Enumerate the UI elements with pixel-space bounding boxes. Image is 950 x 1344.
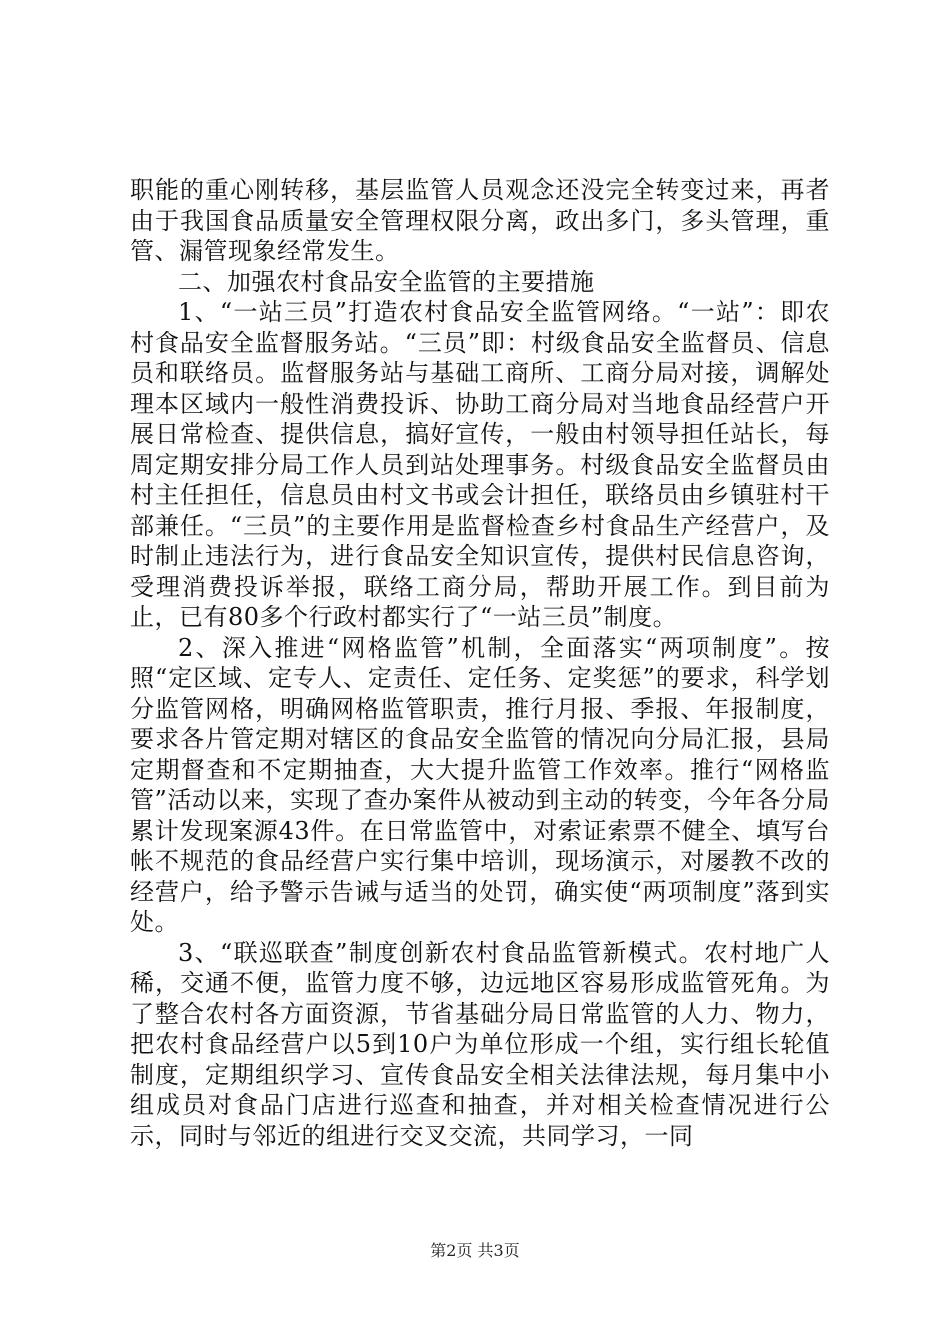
paragraph-continuation: 职能的重心刚转移，基层监管人员观念还没完全转变过来，再者由于我国食品质量安全管理权限分离，政出多门，多头管理，重管、漏管现象经常发生。 [130, 176, 830, 265]
page-number-label: 第2页 共3页 [430, 1241, 520, 1260]
document-body [130, 175, 830, 1151]
paragraph-measure-3: 3、“联巡联查”制度创新农村食品监管新模式。农村地广人稀，交通不便，监管力度不够，边远地区容易形成监管死角。为了整合农村各方面资源，节省基础分局日常监管的人力、物力，把农村食品经营户以5到10户为单位形成一个组，实行组长轮值制度，定期组织学习、宣传食品安全相关法律法规，每月集中小组成员对食品门店进行巡查和抽查，并对相关检查情况进行公示，同时与邻近的组进行交叉交流，共同学习，一同 [130, 938, 830, 1150]
section-heading: 二、加强农村食品安全监管的主要措施 [178, 267, 595, 296]
paragraph-measure-2: 2、深入推进“网格监管”机制，全面落实“两项制度”。按照“定区域、定专人、定责任、定任务、定奖惩”的要求，科学划分监管网格，明确网格监管职责，推行月报、季报、年报制度，要求各片管定期对辖区的食品安全监管的情况向分局汇报，县局定期督查和不定期抽查，大大提升监管工作效率。推行“网格监管”活动以来，实现了查办案件从被动到主动的转变，今年各分局累计发现案源43件。在日常监管中，对索证索票不健全、填写台帐不规范的食品经营户实行集中培训，现场演示，对屡教不改的经营户，给予警示告诫与适当的处罚，确实使“两项制度”落到实处。 [130, 633, 830, 936]
paragraph-measure-1: 1、“一站三员”打造农村食品安全监管网络。“一站”：即农村食品安全监督服务站。“三员”即：村级食品安全监督员、信息员和联络员。监督服务站与基础工商所、工商分局对接，调解处理本区域内一般性消费投诉、协助工商分局对当地食品经营户开展日常检查、提供信息，搞好宣传，一般由村领导担任站长，每周定期安排分局工作人员到站处理事务。村级食品安全监督员由村主任担任，信息员由村文书或会计担任，联络员由乡镇驻村干部兼任。“三员”的主要作用是监督检查乡村食品生产经营户，及时制止违法行为，进行食品安全知识宣传，提供村民信息咨询，受理消费投诉举报，联络工商分局，帮助开展工作。到目前为止，已有80多个行政村都实行了“一站三员”制度。 [130, 298, 830, 631]
page-footer [0, 1241, 950, 1261]
